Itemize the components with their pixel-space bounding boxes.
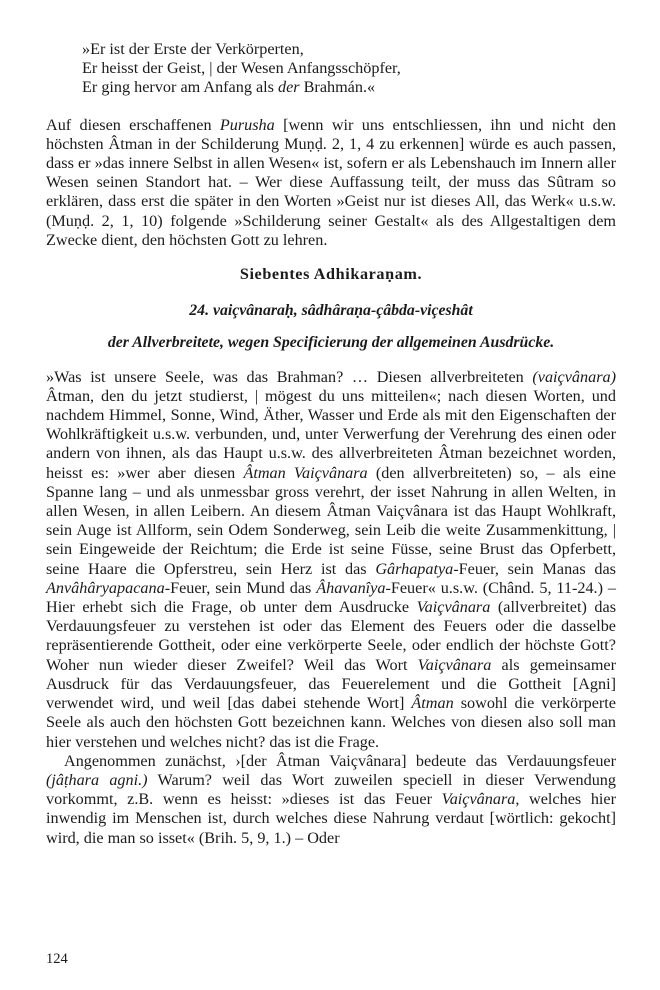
paragraph-vaicvanara-question: »Was ist unsere Seele, was das Brahman? … Diesen allverbreiteten (vaiçvânara) Âtman, den du jetzt studierst, | mögest du uns mitteilen«; nach diesen Worten, und nachdem Himmel, Sonne, Wind, Äther, Wasser und Erde als mit den Eigenschaften der Wohlkräftigkeit u.s.w. verbunden, und, unter Verwerfung der Verehrung des einen oder andern von ihnen, als das Haupt u.s.w. des allverbreiteten Âtman bezeichnet worden, heisst es: »wer aber diesen Âtman Vaiçvânara (den allverbreiteten) so, – als eine Spanne lang – und als unmessbar gross verehrt, der isset Nahrung in allen Welten, in allen Wesen, in allen Leibern. An diesem Âtman Vaiçvânara ist das Haupt Wohlkraft, sein Auge ist Allform, sein Odem Sonderweg, sein Leib die weite Zusammenkittung, | sein Eingeweide der Reichtum; die Erde ist seine Füsse, seine Brust das Opferbett, seine Haare die Opferstreu, sein Herz ist das Gârhapatya-Feuer, sein Manas das Anvâhâryapacana-Feuer, sein Mund das Âhavanîya-Feuer« u.s.w. (Chând. 5, 11-24.) – Hier erhebt sich die Frage, ob unter dem Ausdrucke Vaiçvânara (allverbreitet) das Verdauungsfeuer zu verstehen ist oder das Element des Feuers oder die dasselbe repräsentierende Gottheit, oder eine verkörperte Seele, oder endlich der höchste Gott? Woher nun wieder dieser Zweifel? Weil das Wort Vaiçvânara als gemeinsamer Ausdruck für das Verdauungsfeuer, das Feuerelement und die Gottheit [Agni] verwendet wird, und weil [das dabei stehende Wort] Âtman sowohl die verkörperte Seele als auch den höchsten Gott bezeichnen kann. Welches von diesen also soll man hier verstehen und welches nicht? das ist die Frage.: [46, 367, 616, 751]
verse-line-1: »Er ist der Erste der Verkörperten,: [82, 40, 304, 58]
verse-line-2: Er heisst der Geist, | der Wesen Anfangsschöpfer,: [82, 59, 401, 78]
paragraph-purusha-commentary: Auf diesen erschaffenen Purusha [wenn wir uns entschliessen, ihn und nicht den höchsten Âtman in der Schilderung Muṇḍ. 2, 1, 4 zu erkennen] würde es auch passen, dass er »das innere Selbst in allen Wesen« ist, sofern er als Lebenshauch im Innern aller Wesen seinen Standort hat. – Wer diese Auffassung teilt, der muss das Sûtram so erklären, dass erst die später in den Worten »Geist nur ist dieses All, das Werk« u.s.w. (Muṇḍ. 2, 1, 10) folgende »Schilderung seiner Gestalt« als des Allgestaltigen dem Zwecke dient, den höchsten Gott zu lehren.: [46, 115, 616, 249]
sutra-sanskrit-heading: 24. vaiçvânaraḥ, sâdhâraṇa-çâbda-viçeshât: [189, 302, 473, 320]
paragraph-purvapaksha: Angenommen zunächst, ›[der Âtman Vaiçvânara] bedeute das Verdauungsfeuer (jâṭhara agni.) Warum? weil das Wort zuweilen speciell in dieser Verwendung vorkommt, z.B. wenn es heisst: »dieses ist das Feuer Vaiçvânara, welches hier inwendig im Menschen ist, durch welches diese Nahrung verdaut [wörtlich: gekocht] wird, die man so isset« (Brih. 5, 9, 1.) – Oder: [46, 751, 616, 847]
sutra-translation-heading: der Allverbreitete, wegen Specificierung der allgemeinen Ausdrücke.: [107, 334, 555, 352]
opening-verse: [82, 40, 616, 98]
verse-line-3: Er ging hervor am Anfang als der Brahmán.«: [82, 78, 376, 97]
section-heading-adhikaranam: Siebentes Adhikaraṇam.: [239, 265, 423, 284]
page-number: 124: [46, 951, 68, 967]
